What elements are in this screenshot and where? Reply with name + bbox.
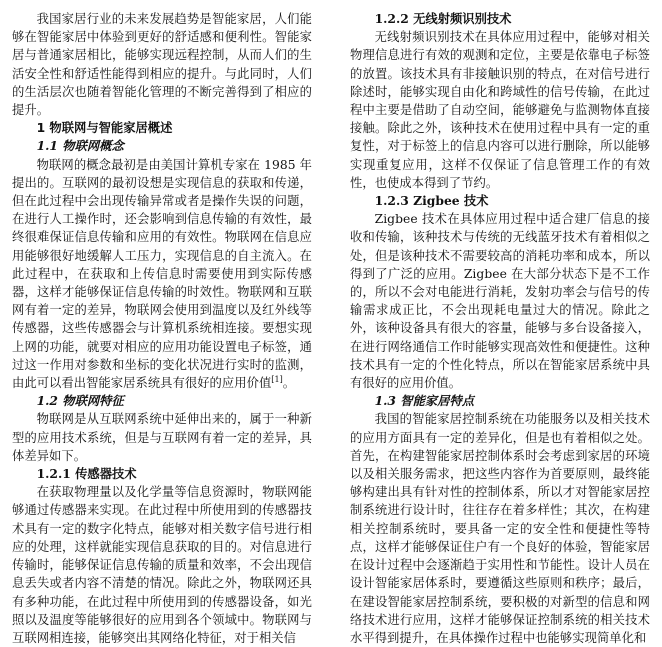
paragraph-1-2-1: 在获取物理量以及化学量等信息资源时，物联网能够通过传感器来实现。在此过程中所使用到的传感器技术具有一定的数字化特点，能够对相关数字信号进行相应的处理，这样就能实现信息获取的目的。对信息进行传输时，能够保证信息传输的质量和效率，不会出现信息丢失或者内容不清楚的情况。除此之外，物联网还具有多种功能，在此过程中所使用到的传感器设备，如光照以及温度等能够很好的应用到各个领域中。物联网与互联网相连接，能够突出其网络化特征，对于相关信	[12, 485, 312, 645]
subsubsection-heading-1-2-1: 1.2.1 传感器技术	[36, 466, 137, 482]
subsection-heading-1-1: 1.1 物联网概念	[36, 138, 124, 154]
subsubsection-heading-1-2-3: 1.2.3 Zigbee 技术	[374, 193, 489, 209]
paragraph-1-2-2: 无线射频识别技术在具体应用过程中，能够对相关物理信息进行有效的观测和定位，主要是依靠电子标签的放置。该技术具有非接触识别的特点，在对信号进行除述时，能够实现自由化和跨域性的信号传输，在此过程中主要是借助了自动空间，能够避免与监测物体直接接触。除此之外，该种技术在使用过程中具有一定的重复性，对于标签上的信息内容可以进行删除，所以能够实现重复应用，这样不仅保证了信息管理工作的有效性，也使成本得到了节约。	[350, 30, 650, 190]
paragraph-1-1	[12, 156, 312, 393]
paragraph-1-1-text: 物联网的概念最初是由美国计算机专家在 1985 年提出的。互联网的最初设想是实现信息的获取和传递，但在此过程中会出现传输异常或者是操作失误的问题，在进行人工操作时，还会影响到信息传输的有效性，最终很难保证信息传输和应用的有效性。物联网在信息应用能够很好地缓解人工压力，实现信息的自主流入。在此过程中，在获取和上传信息时需要使用到实际传感器，这样才能够保证信息传输的时效性。物联网和互联网有着一定的差异，物联网会使用到温度以及红外线等传感器，这些传感器会与计算机系统相连接。要想实现上网的功能，就要对相应的应用功能设置电子标签，通过这一作用对参数和坐标的变化状况进行实时的监测，由此可以看出智能家居系统具有很好的应用价值	[12, 157, 312, 391]
left-column	[12, 10, 312, 647]
paragraph-1-2: 物联网是从互联网系统中延伸出来的，属于一种新型的应用技术系统，但是与互联网有着一定的差异，具体差异如下。	[12, 412, 312, 463]
citation-ref[interactable]: [1]	[271, 374, 283, 384]
subsection-heading-1-3: 1.3 智能家居特点	[374, 393, 475, 409]
section-heading-1: 1 物联网与智能家居概述	[36, 121, 173, 136]
paragraph-1-3: 我国的智能家居控制系统在功能服务以及相关技术的应用方面具有一定的差异化，但是也有着相似之处。首先，在构建智能家居控制体系时会考虑到家居的环境以及相关服务需求，把这些内容作为首要原则，最终能够构建出具有针对性的控制体系，所以才对智能家居控制系统进行设计时，往往存在着多样性；其次，在构建相关控制系统时，要具备一定的安全性和便捷性等特点，这样才能够保证住户有一个良好的体验，智能家居在设计过程中会逐渐趋于实用性和节能性。设计人员在设计智能家居体系时，要遵循这些原则和秩序；最后，在建设智能家居控制系统，要积极的对新型的信息和网络技术进行应用，这样才能够保证控制系统的相关技术水平得到提升，在具体操作过程中也能够实现简单化和	[350, 412, 650, 645]
intro-paragraph: 我国家居行业的未来发展趋势是智能家居，人们能够在智能家居中体验到更好的舒适感和便利性。智能家居与普通家居相比，能够实现远程控制，从而人们的生活安全性和舒适性能得到相应的提升。与此同时，人们的生活层次也随着智能化管理的不断完善得到了相应的提升。	[12, 12, 312, 118]
right-column	[350, 10, 650, 647]
subsection-heading-1-2: 1.2 物联网特征	[36, 393, 124, 409]
subsubsection-heading-1-2-2: 1.2.2 无线射频识别技术	[374, 11, 512, 26]
paragraph-1-1-end: 。	[282, 376, 296, 391]
paragraph-1-2-3: Zigbee 技术在具体应用过程中适合建厂信息的接收和传输，该种技术与传统的无线蓝牙技术有着相似之处，但是该种技术不需要较高的消耗功率和成本，所以得到了广泛的应用。Zigbee 在大部分状态下是不工作的，所以不会对电能进行消耗，发射功率会与信号的传输需求成正比，不会出现耗电量过大的情况。除此之外，该种设备具有很大的容量，能够与多台设备接入，在进行网络通信工作时能够实现高效性和便捷性。这种技术具有一定的个性化特点，所以在智能家居系统中具有很好的应用价值。	[350, 212, 650, 391]
